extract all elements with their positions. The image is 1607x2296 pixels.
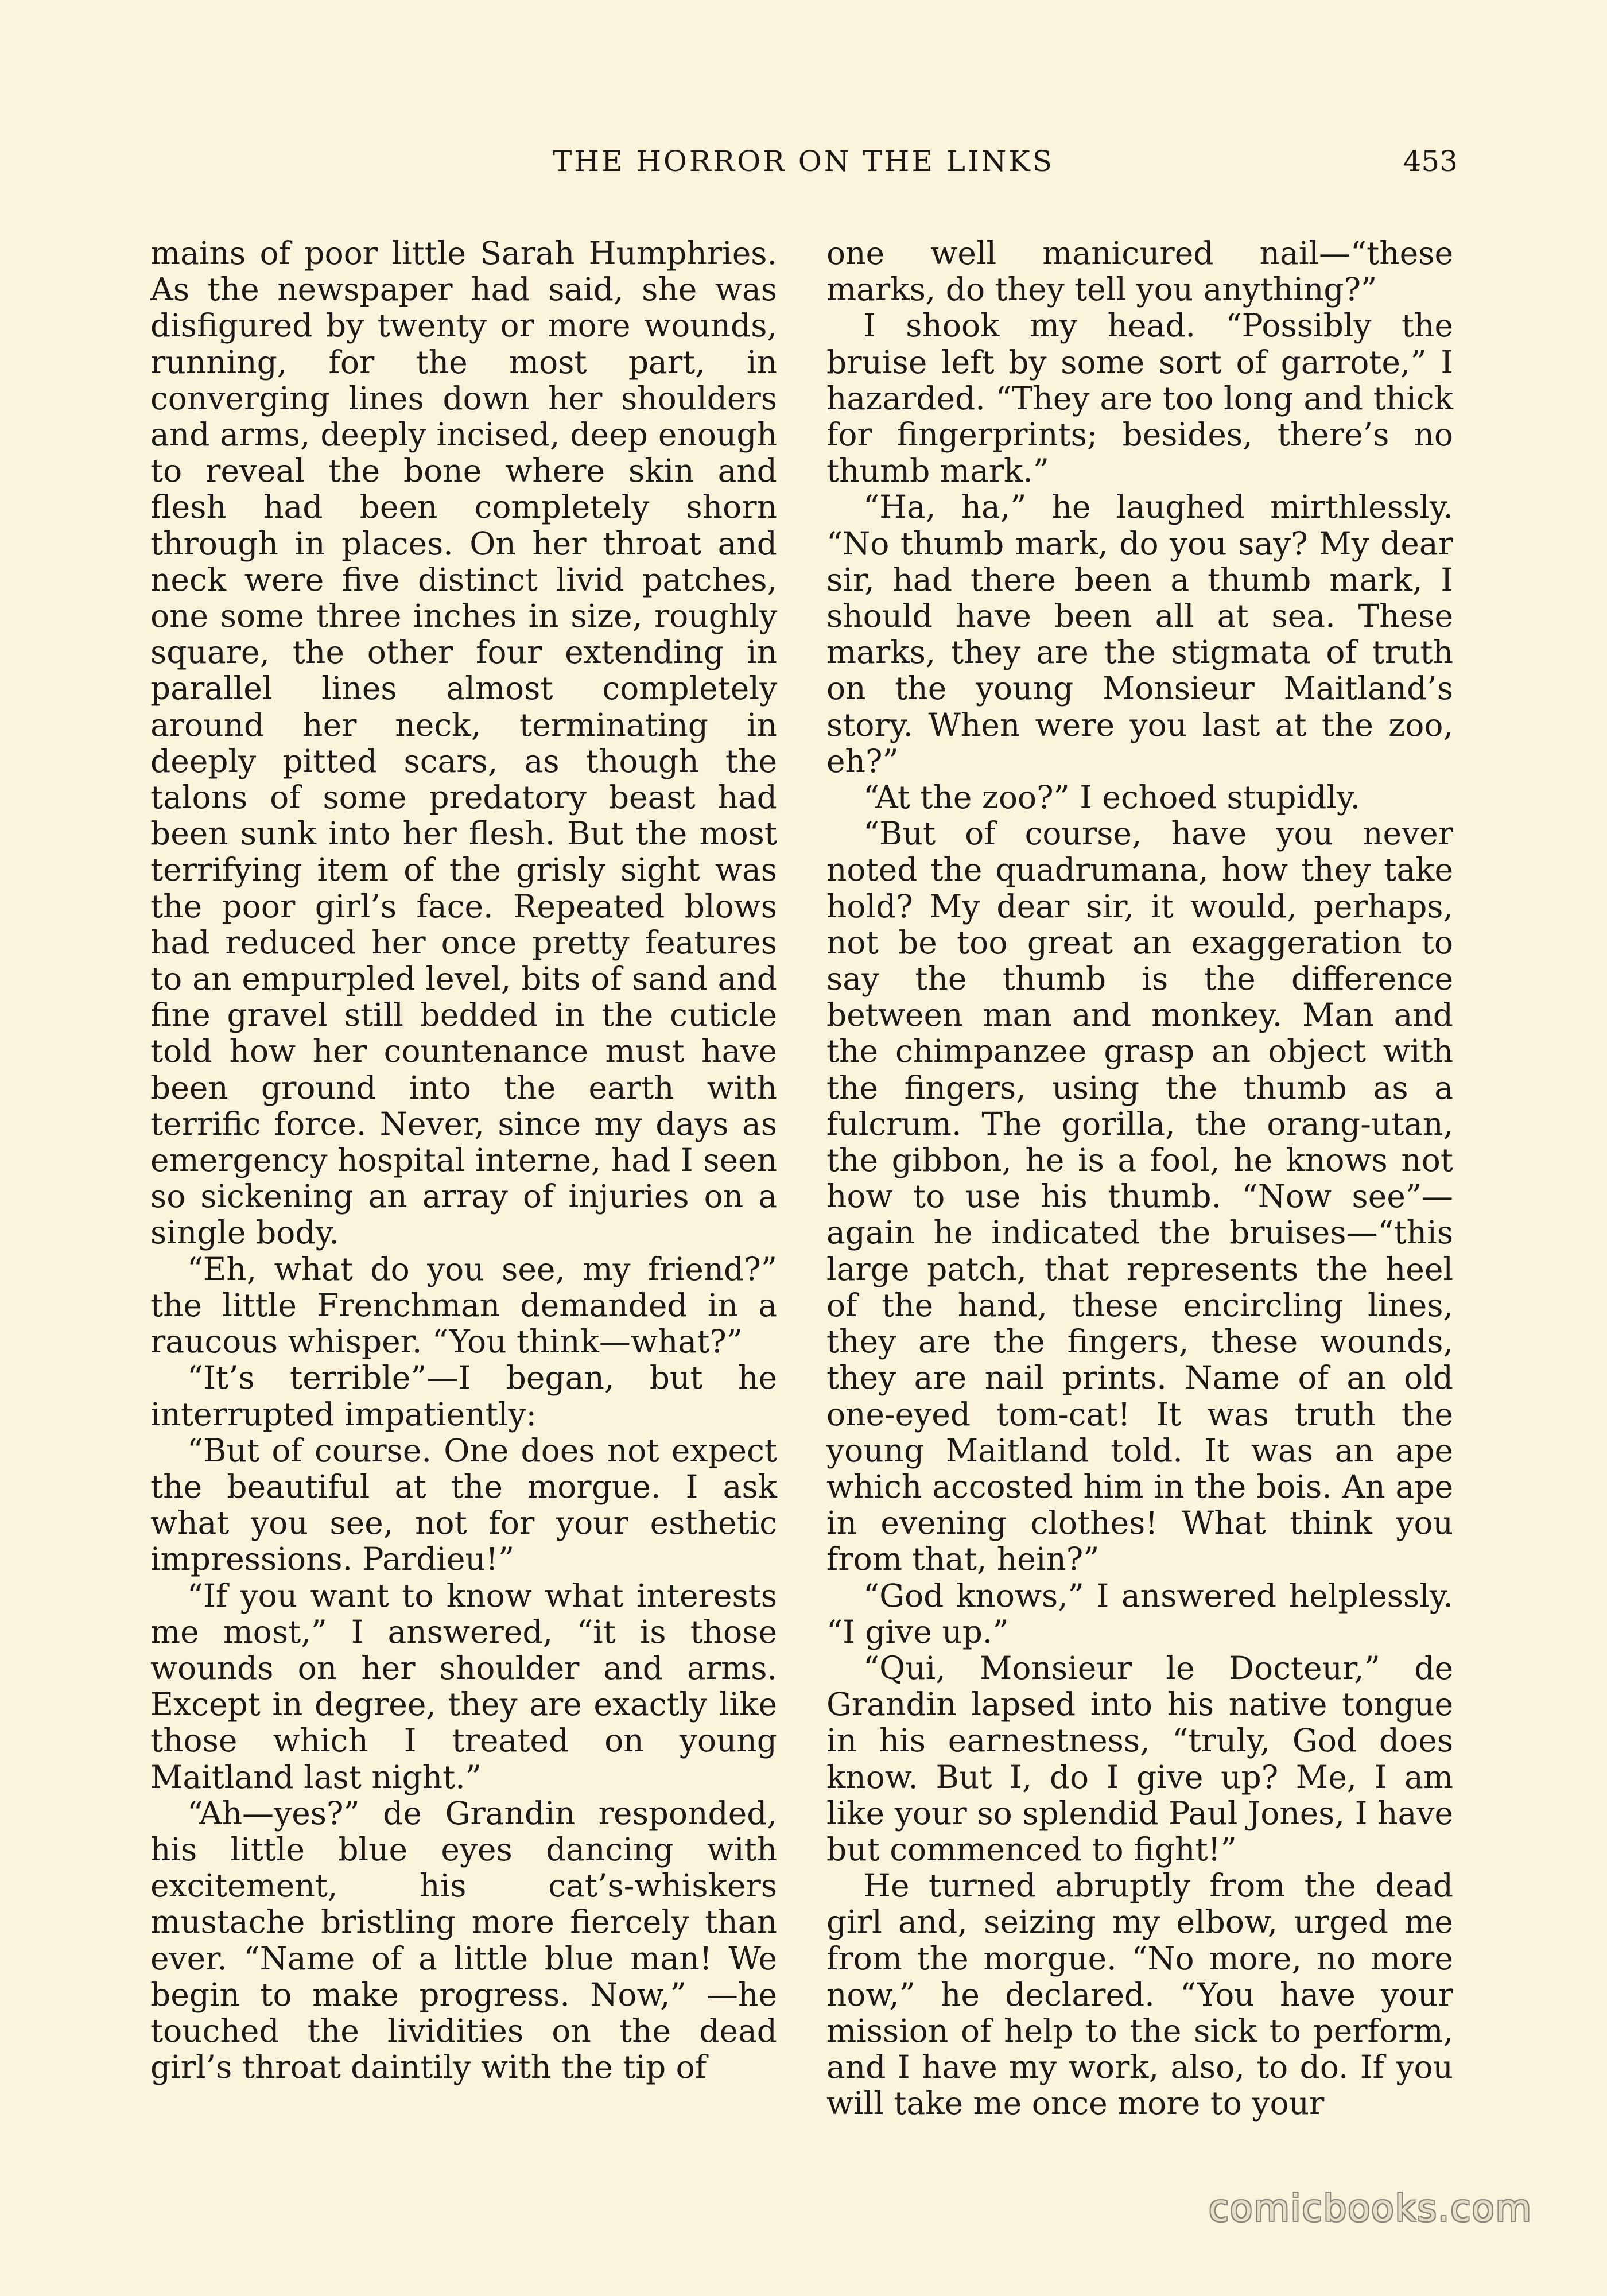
paragraph: one well manicured nail—“these marks, do they tell you anything?” [826, 235, 1453, 308]
left-column [150, 235, 777, 2085]
paragraph: He turned abruptly from the dead girl and, seizing my elbow, urged me from the morgue. “No more, no more now,” he declared. “You have your mission of help to the sick to perform, and I have my work, also, to do. If you will take me once more to your [826, 1867, 1453, 2122]
right-column [826, 235, 1453, 2122]
paragraph: mains of poor little Sarah Humphries. As the newspaper had said, she was disfigured by twenty or more wounds, running, for the most part, in converging lines down her shoulders and arms, deeply incised, deep enough to reveal the bone where skin and flesh had been completely shorn through in places. On her throat and neck were five distinct livid patches, one some three inches in size, roughly square, the other four extending in parallel lines almost completely around her neck, terminating in deeply pitted scars, as though the talons of some predatory beast had been sunk into her flesh. But the most terrifying item of the grisly sight was the poor girl’s face. Repeated blows had reduced her once pretty features to an empurpled level, bits of sand and fine gravel still bedded in the cuticle told how her countenance must have been ground into the earth with terrific force. Never, since my days as emergency hospital interne, had I seen so sickening an array of injuries on a single body. [150, 235, 777, 1251]
paragraph: “God knows,” I answered helplessly. “I give up.” [826, 1577, 1453, 1650]
page-number: 453 [1403, 145, 1458, 178]
paragraph: “If you want to know what interests me most,” I answered, “it is those wounds on her shoulder and arms. Except in degree, they are exactly like those which I treated on young Maitland last night.” [150, 1577, 777, 1795]
paragraph: “Ha, ha,” he laughed mirthlessly. “No thumb mark, do you say? My dear sir, had there been a thumb mark, I should have been all at sea. These marks, they are the stigmata of truth on the young Monsieur Maitland’s story. When were you last at the zoo, eh?” [826, 488, 1453, 779]
running-title: THE HORROR ON THE LINKS [552, 145, 1055, 178]
paragraph: “At the zoo?” I echoed stupidly. [863, 779, 1361, 816]
paragraph: “But of course. One does not expect the beautiful at the morgue. I ask what you see, not for your esthetic impressions. Pardieu!” [150, 1432, 777, 1578]
paragraph: “Ah—yes?” de Grandin responded, his little blue eyes dancing with excitement, his cat’s-whiskers mustache bristling more fiercely than ever. “Name of a little blue man! We begin to make progress. Now,” —he touched the lividities on the dead girl’s throat daintily with the tip of [150, 1794, 777, 2086]
paragraph: “It’s terrible”—I began, but he interrupted impatiently: [150, 1359, 777, 1433]
page-header [149, 145, 1458, 191]
paragraph: “Qui, Monsieur le Docteur,” de Grandin lapsed into his native tongue in his earnestness, “truly, God does know. But I, do I give up? Me, I am like your so splendid Paul Jones, I have but commenced to fight!” [826, 1649, 1453, 1868]
paragraph: I shook my head. “Possibly the bruise left by some sort of garrote,” I hazarded. “They are too long and thick for fingerprints; besides, there’s no thumb mark.” [826, 307, 1453, 490]
watermark: comicbooks.com [1208, 2188, 1532, 2230]
paragraph: “Eh, what do you see, my friend?” the little Frenchman demanded in a raucous whisper. “You think—what?” [150, 1250, 777, 1360]
paragraph: “But of course, have you never noted the quadrumana, how they take hold? My dear sir, it would, perhaps, not be too great an exaggeration to say the thumb is the difference between man and monkey. Man and the chimpanzee grasp an object with the fingers, using the thumb as a fulcrum. The gorilla, the orang-utan, the gibbon, he is a fool, he knows not how to use his thumb. “Now see”—again he indicated the bruises—“this large patch, that represents the heel of the hand, these encircling lines, they are the fingers, these wounds, they are nail prints. Name of an old one-eyed tom-cat! It was truth the young Maitland told. It was an ape which accosted him in the bois. An ape in evening clothes! What think you from that, hein?” [826, 815, 1453, 1578]
